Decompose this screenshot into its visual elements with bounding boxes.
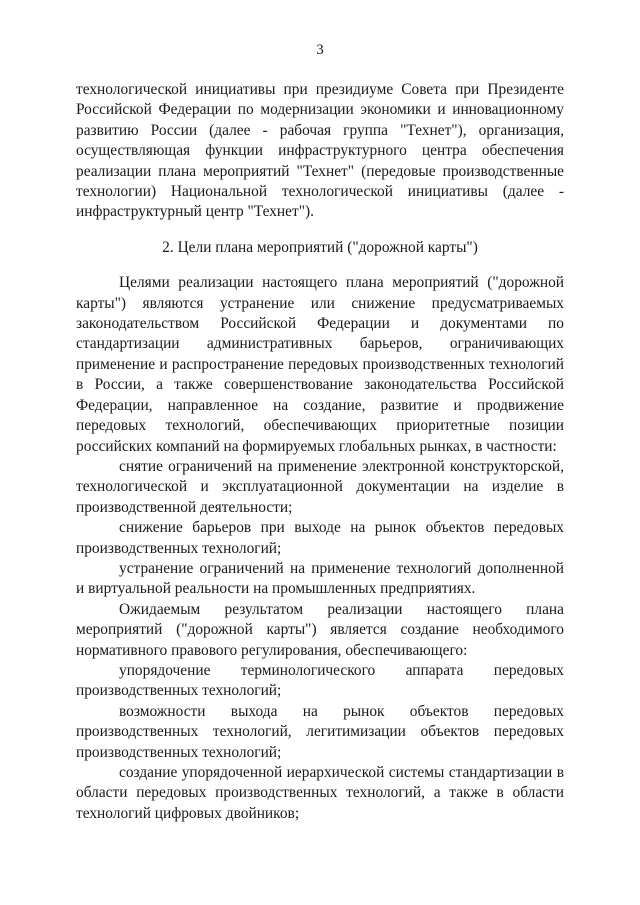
paragraph-goals: Целями реализации настоящего плана мероприятий ("дорожной карты") являются устранение или снижение предусматриваемых законодательством Российской Федерации и документами по стандартизации административных барьеров, ограничивающих применение и распространение передовых производственных технологий в России, а также совершенствование законодательства Российской Федерации, направленное на создание, развитие и продвижение передовых технологий, обеспечивающих приоритетные позиции российских компаний на формируемых глобальных рынках, в частности: [76,274,564,455]
list-item: создание упорядоченной иерархической системы стандартизации в области передовых производственных технологий, а также в области технологий цифровых двойников; [76,764,564,822]
list-item: снижение барьеров при выходе на рынок объектов передовых производственных технологий; [76,519,564,557]
section-heading: 2. Цели плана мероприятий ("дорожной карты") [162,238,478,256]
list-item: устранение ограничений на применение технологий дополненной и виртуальной реальности на промышленных предприятиях. [76,559,564,598]
list-item: упорядочение терминологического аппарата передовых производственных технологий; [76,661,564,700]
spacer [76,258,564,273]
page-number: 3 [316,42,324,58]
list-item: снятие ограничений на применение электронной конструкторской, технологической и эксплуатационной документации на изделие в производственной деятельности; [76,457,564,516]
list-item: возможности выхода на рынок объектов передовых производственных технологий, легитимизации объектов передовых производственных технологий; [76,702,564,761]
document-body [76,80,564,824]
paragraph-continued: технологической инициативы при президиуме Совета при Президенте Российской Федерации по модернизации экономики и инновационному развитию России (далее - рабочая группа "Технет"), организация, осуществляющая функции инфраструктурного центра обеспечения реализации плана мероприятий "Технет" (передовые производственные технологии) Национальной технологической инициативы (далее - инфраструктурный центр "Технет"). [76,81,564,221]
paragraph-expected-result: Ожидаемым результатом реализации настоящего плана мероприятий ("дорожной карты") является создание необходимого нормативного правового регулирования, обеспечивающего: [76,600,564,659]
spacer [76,223,564,238]
